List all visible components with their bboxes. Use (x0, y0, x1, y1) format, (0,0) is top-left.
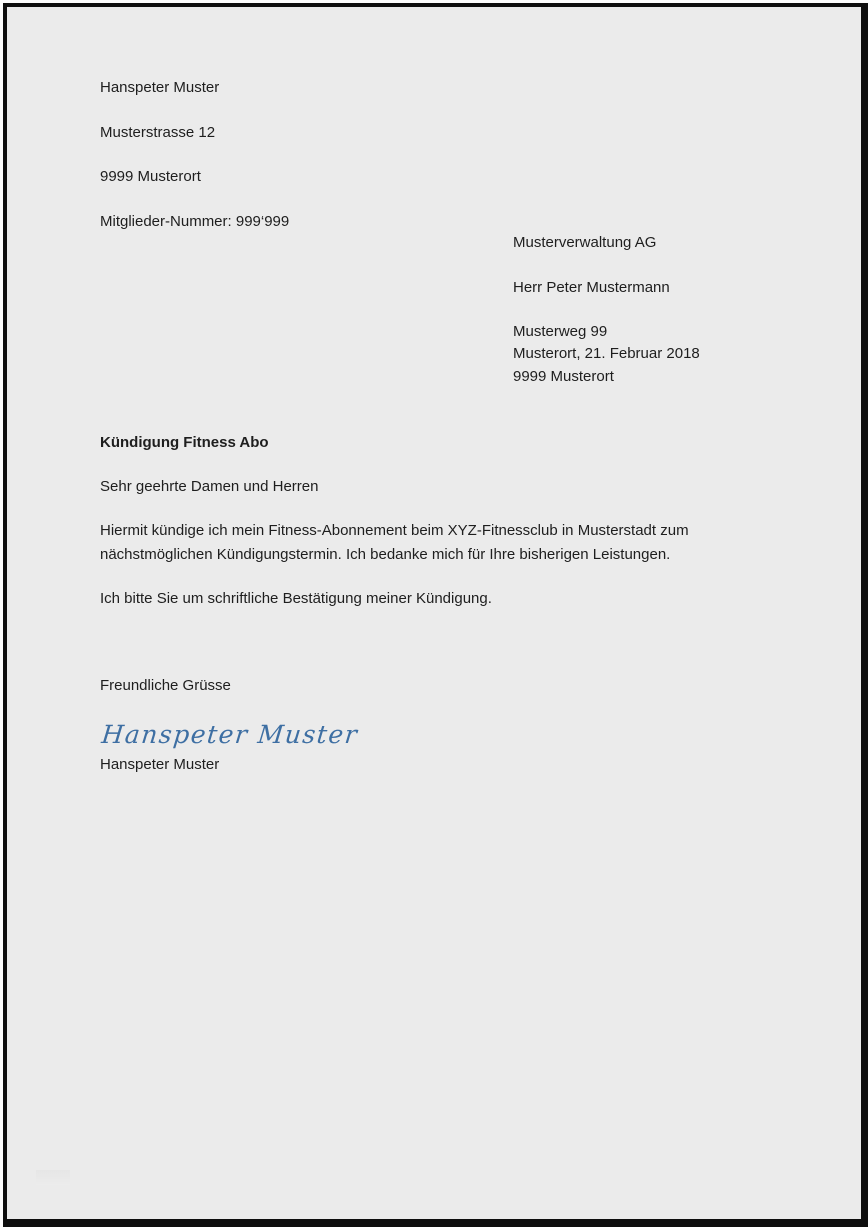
sender-city: 9999 Musterort (100, 168, 201, 186)
date-line: Musterort, 21. Februar 2018 (513, 345, 700, 362)
letter-page (3, 3, 868, 1227)
sender-street: Musterstrasse 12 (100, 123, 216, 141)
recipient-city: 9999 Musterort (513, 368, 614, 386)
body-paragraph-2: Ich bitte Sie um schriftliche Bestätigung meiner Kündigung. (100, 590, 492, 607)
recipient-contact: Herr Peter Mustermann (513, 278, 670, 296)
closing-line: Freundliche Grüsse (100, 677, 231, 694)
recipient-address-block (513, 210, 670, 411)
sender-member-number: Mitglieder-Nummer: 999‘999 (100, 213, 290, 231)
handwritten-signature: Hanspeter Muster (100, 720, 360, 749)
salutation: Sehr geehrte Damen und Herren (100, 478, 319, 495)
typed-signature-name: Hanspeter Muster (100, 756, 220, 773)
recipient-street: Musterweg 99 (513, 323, 608, 341)
subject-line: Kündigung Fitness Abo (100, 434, 269, 451)
sender-address-block (100, 55, 289, 256)
sender-name: Hanspeter Muster (100, 79, 220, 97)
watermark (36, 1170, 70, 1185)
body-paragraph-1: Hiermit kündige ich mein Fitness-Abonnement beim XYZ-Fitnessclub in Musterstadt zum nächstmöglichen Kündigungstermin. Ich bedanke mich für Ihre bisherigen Leistungen. (100, 522, 689, 563)
recipient-company: Musterverwaltung AG (513, 234, 657, 252)
